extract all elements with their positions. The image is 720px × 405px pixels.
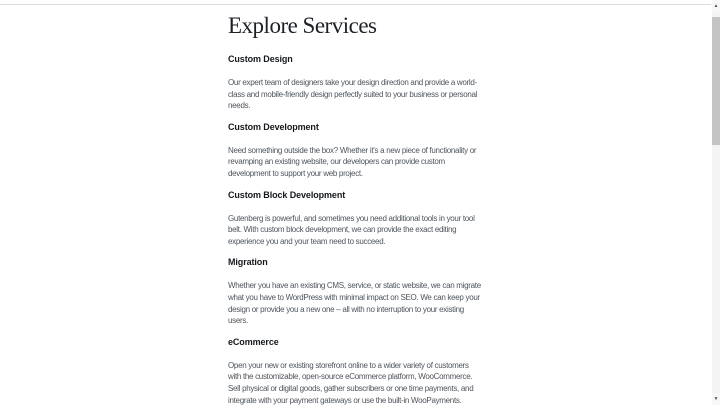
text-line: Gutenberg is powerful, and sometimes you need additional tools in your tool	[228, 213, 475, 223]
text-line: experience you and your team need to succeed.	[228, 236, 386, 246]
section-heading: Custom Block Development	[228, 189, 346, 200]
section-description	[228, 360, 492, 405]
text-line: what you have to WordPress with minimal impact on SEO. We can keep your	[228, 292, 480, 302]
content-column	[228, 13, 492, 405]
section-custom-block-development	[228, 190, 492, 248]
text-line: needs.	[228, 101, 251, 111]
section-description	[228, 145, 492, 180]
section-ecommerce	[228, 337, 492, 405]
text-line: Our expert team of designers take your design direction and provide a world-	[228, 78, 477, 87]
chevron-down-icon: ▼	[713, 396, 719, 402]
section-migration	[228, 257, 492, 326]
page-title: Explore Services	[228, 13, 377, 38]
chevron-up-icon: ▲	[713, 3, 719, 9]
section-custom-design	[228, 54, 492, 112]
text-line: with the customizable, open-source eCommerce platform, WooCommerce.	[228, 372, 473, 382]
section-heading: Custom Development	[228, 121, 319, 132]
scroll-up-button[interactable]	[712, 0, 720, 12]
text-line: design or provide you a new one – all with no interruption to your existing	[228, 304, 464, 314]
text-line: Whether you have an existing CMS, service, or static website, we can migrate	[228, 281, 481, 291]
section-description	[228, 77, 492, 112]
text-line: revamping an existing website, our developers can provide custom	[228, 157, 445, 167]
text-line: integrate with your payment gateways or use the built-in WooPayments.	[228, 395, 462, 405]
section-heading: Migration	[228, 257, 268, 268]
text-line: development to support your web project.	[228, 168, 363, 178]
scrollbar[interactable]	[712, 0, 720, 405]
header-divider	[0, 4, 711, 5]
text-line: Need something outside the box? Whether it's a new piece of functionality or	[228, 145, 477, 155]
text-line: class and mobile-friendly design perfectly suited to your business or personal	[228, 89, 478, 99]
text-line: belt. With custom block development, we can provide the exact editing	[228, 225, 457, 235]
section-heading: Custom Design	[228, 54, 293, 64]
text-line: Sell physical or digital goods, gather subscribers or one time payments, and	[228, 383, 474, 393]
section-description	[228, 280, 492, 326]
scrollbar-thumb[interactable]	[712, 17, 720, 145]
scroll-down-button[interactable]	[712, 393, 720, 405]
section-custom-development	[228, 122, 492, 180]
section-heading: eCommerce	[228, 336, 279, 347]
text-line: Open your new or existing storefront online to a wider variety of customers	[228, 360, 469, 370]
text-line: users.	[228, 316, 248, 326]
section-description	[228, 213, 492, 248]
